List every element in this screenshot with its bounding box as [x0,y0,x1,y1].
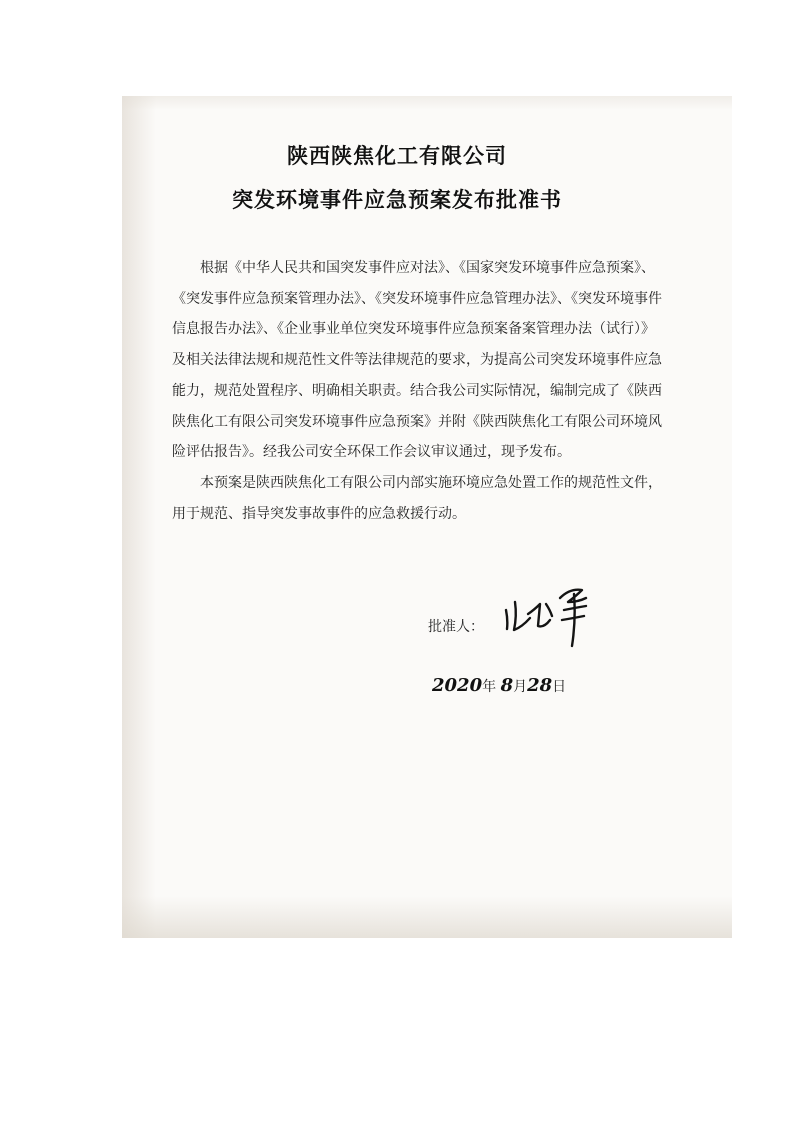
scan-shadow-bottom [122,896,732,938]
approval-date [432,675,566,696]
paragraph-1-line: 险评估报告》。经我公司安全环保工作会议审议通过，现予发布。 [172,444,571,461]
paragraph-2-line: 本预案是陕西陕焦化工有限公司内部实施环境应急处置工作的规范性文件， [200,474,662,491]
document-title: 突发环境事件应急预案发布批准书 [232,188,562,212]
date-month: 8 [500,675,514,696]
company-title: 陕西陕焦化工有限公司 [287,144,507,168]
date-month-unit: 月 [513,679,528,695]
scan-shadow-top [122,96,732,110]
paragraph-1-line: 根据《中华人民共和国突发事件应对法》、《国家突发环境事件应急预案》、 [200,260,655,276]
handwritten-signature [500,580,596,652]
paragraph-1-line: 能力，规范处置程序、明确相关职责。结合我公司实际情况，编制完成了《陕西 [172,382,662,399]
approver-label: 批准人： [428,619,484,635]
date-year-unit: 年 [482,679,497,695]
date-day-unit: 日 [552,679,567,695]
paragraph-2-line: 用于规范、指导突发事故事件的应急救援行动。 [172,505,466,522]
paragraph-1-line: 及相关法律法规和规范性文件等法律规范的要求，为提高公司突发环境事件应急 [172,352,662,369]
date-day: 28 [527,675,553,696]
scan-shadow-left [122,96,156,938]
paragraph-1-line: 信息报告办法》、《企业事业单位突发环境事件应急预案备案管理办法（试行）》 [172,321,655,338]
document-body [172,253,662,529]
paragraph-1-line: 《突发事件应急预案管理办法》、《突发环境事件应急管理办法》、《突发环境事件 [172,290,662,307]
paragraph-1-line: 陕焦化工有限公司突发环境事件应急预案》并附《陕西陕焦化工有限公司环境风 [172,413,662,430]
date-year: 2020 [432,675,483,696]
